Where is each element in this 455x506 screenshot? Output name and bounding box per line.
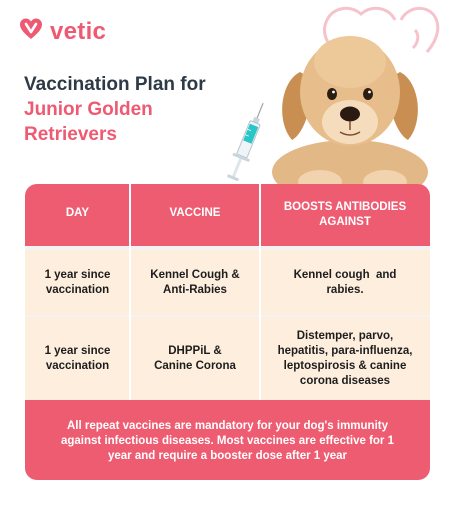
table-header-row: [25, 184, 430, 246]
header-boosts-line-1: BOOSTS ANTIBODIES: [283, 201, 407, 213]
cell-vaccine: [130, 317, 260, 400]
cell-boosts: [260, 317, 430, 400]
cell-day: [25, 317, 130, 400]
cell-boosts: [260, 250, 430, 315]
cell-line: hepatitis, para-influenza,: [277, 344, 413, 357]
footer-line: against infectious diseases. Most vaccines are effective for 1: [60, 435, 394, 447]
title-line-1: Vaccination Plan for: [24, 74, 206, 95]
cell-line: rabies.: [326, 283, 364, 296]
cell-line: Kennel Cough &: [150, 268, 240, 281]
title-line-3: Retrievers: [24, 124, 117, 145]
cell-line: 1 year since: [44, 344, 111, 357]
table-footer-note: [25, 400, 430, 480]
cell-vaccine: [130, 250, 260, 315]
cell-line: corona diseases: [299, 374, 391, 387]
table-row: [25, 317, 430, 400]
cell-line: Kennel cough and: [293, 268, 397, 281]
header-vaccine-label: VACCINE: [169, 207, 221, 219]
header-boosts: [260, 184, 430, 246]
syringe-icon: [226, 100, 268, 191]
cell-line: Distemper, parvo,: [296, 329, 394, 342]
table-row: [25, 250, 430, 315]
header-boosts-line-2: AGAINST: [319, 216, 371, 228]
header-day: [25, 184, 130, 246]
golden-retriever-puppy-image: [270, 22, 430, 192]
header-day-label: DAY: [65, 207, 90, 219]
title-line-2: Junior Golden: [24, 99, 153, 120]
cell-line: leptospirosis & canine: [283, 359, 407, 372]
cell-line: DHPPiL &: [168, 344, 222, 357]
footer-line: All repeat vaccines are mandatory for your dog's immunity: [67, 420, 388, 432]
brand-logo: [18, 16, 106, 47]
column-divider: [129, 184, 131, 400]
footer-line: year and require a booster dose after 1 year: [107, 450, 348, 462]
brand-name: vetic: [50, 17, 107, 45]
cell-line: vaccination: [45, 283, 110, 296]
cell-line: Canine Corona: [154, 359, 236, 372]
cell-line: 1 year since: [44, 268, 111, 281]
header-vaccine: [130, 184, 260, 246]
cell-day: [25, 250, 130, 315]
vaccination-table: [25, 184, 430, 480]
heart-v-icon: [18, 16, 44, 47]
cell-line: vaccination: [45, 359, 110, 372]
cell-line: Anti-Rabies: [163, 283, 227, 296]
column-divider: [259, 184, 261, 400]
